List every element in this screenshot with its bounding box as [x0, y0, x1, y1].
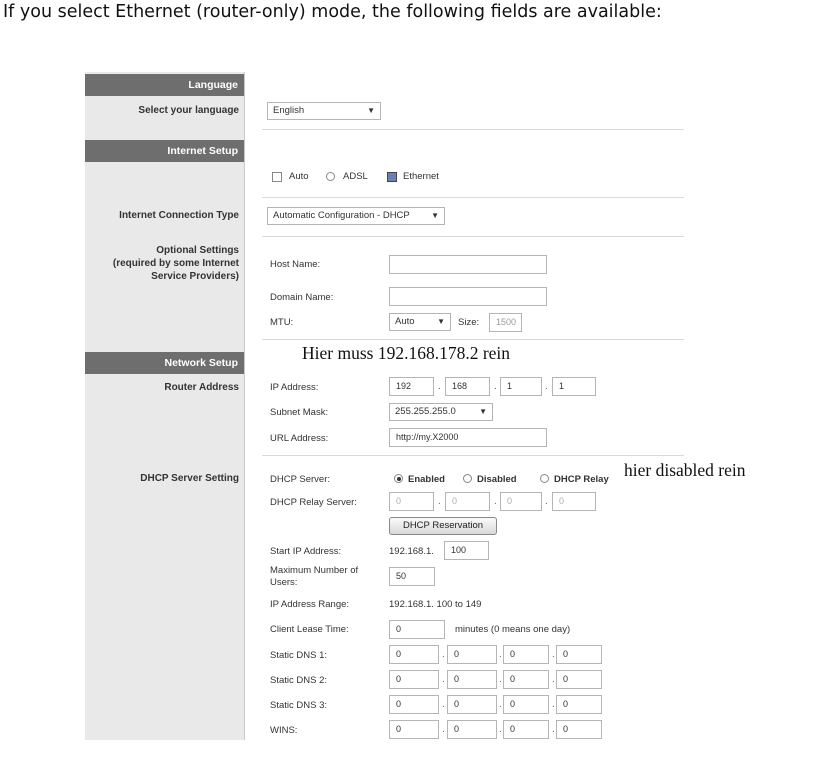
dns3-octet-4[interactable]: 0 [556, 695, 602, 714]
chevron-down-icon: ▼ [437, 317, 445, 326]
url-address-input[interactable]: http://my.X2000 [389, 428, 547, 447]
dot-separator: . [438, 381, 441, 392]
lease-time-label: Client Lease Time: [270, 624, 349, 635]
dns1-octet-2[interactable]: 0 [447, 645, 497, 664]
relay-octet-2[interactable]: 0 [445, 492, 490, 511]
dot-separator: . [499, 699, 502, 710]
dhcp-disabled-radio[interactable] [463, 474, 472, 483]
dns2-octet-1[interactable]: 0 [389, 670, 439, 689]
relay-octet-1[interactable]: 0 [389, 492, 434, 511]
max-users-label-2: Users: [270, 577, 298, 588]
dhcp-enabled-label: Enabled [408, 474, 445, 485]
domain-name-label: Domain Name: [270, 292, 334, 303]
dhcp-enabled-radio[interactable] [394, 474, 403, 483]
ethernet-label: Ethernet [403, 171, 439, 182]
dns2-octet-2[interactable]: 0 [447, 670, 497, 689]
relay-octet-4[interactable]: 0 [552, 492, 596, 511]
dot-separator: . [552, 724, 555, 735]
label-dhcp-server-setting: DHCP Server Setting [140, 473, 239, 484]
start-ip-label: Start IP Address: [270, 546, 342, 557]
chevron-down-icon: ▼ [367, 106, 375, 115]
wins-octet-1[interactable]: 0 [389, 720, 439, 739]
connection-type-select[interactable] [267, 207, 445, 225]
dot-separator: . [442, 674, 445, 685]
adsl-radio[interactable] [326, 172, 335, 181]
divider [262, 197, 684, 198]
ip-octet-2[interactable]: 168 [445, 377, 490, 396]
dns3-label: Static DNS 3: [270, 700, 328, 711]
dot-separator: . [438, 496, 441, 507]
dhcp-reservation-button[interactable]: DHCP Reservation [389, 517, 497, 535]
ip-octet-1[interactable]: 192 [389, 377, 434, 396]
dot-separator: . [442, 649, 445, 660]
wins-octet-3[interactable]: 0 [503, 720, 549, 739]
sidebar [85, 72, 245, 740]
start-ip-input[interactable]: 100 [444, 541, 489, 560]
dns3-octet-2[interactable]: 0 [447, 695, 497, 714]
lease-time-hint: minutes (0 means one day) [455, 624, 571, 635]
wins-label: WINS: [270, 725, 298, 736]
ethernet-checkbox[interactable] [387, 172, 397, 182]
dot-separator: . [545, 381, 548, 392]
ip-range-label: IP Address Range: [270, 599, 350, 610]
dot-separator: . [499, 674, 502, 685]
ip-range-value: 192.168.1. 100 to 149 [389, 599, 482, 610]
ip-address-label: IP Address: [270, 382, 319, 393]
max-users-input[interactable]: 50 [389, 567, 435, 586]
subnet-mask-label: Subnet Mask: [270, 407, 329, 418]
size-label: Size: [458, 317, 480, 328]
label-select-language: Select your language [138, 105, 239, 116]
dns3-octet-1[interactable]: 0 [389, 695, 439, 714]
divider [262, 129, 684, 130]
connection-type-value: Automatic Configuration - DHCP [273, 210, 410, 221]
language-value: English [273, 105, 305, 116]
dns2-octet-3[interactable]: 0 [503, 670, 549, 689]
dhcp-relay-radio[interactable] [540, 474, 549, 483]
dns1-label: Static DNS 1: [270, 650, 328, 661]
ip-octet-4[interactable]: 1 [552, 377, 596, 396]
subnet-mask-value: 255.255.255.0 [395, 406, 456, 417]
wins-octet-2[interactable]: 0 [447, 720, 497, 739]
dot-separator: . [442, 724, 445, 735]
ip-octet-3[interactable]: 1 [500, 377, 542, 396]
section-internet-setup: Internet Setup [85, 140, 244, 162]
dhcp-server-label: DHCP Server: [270, 474, 331, 485]
dhcp-disabled-label: Disabled [477, 474, 517, 485]
language-select[interactable] [267, 102, 381, 120]
dns1-octet-3[interactable]: 0 [503, 645, 549, 664]
relay-octet-3[interactable]: 0 [500, 492, 542, 511]
label-optional-settings-3: Service Providers) [151, 271, 239, 282]
dns3-octet-3[interactable]: 0 [503, 695, 549, 714]
dot-separator: . [552, 674, 555, 685]
label-connection-type: Internet Connection Type [119, 210, 239, 221]
dns1-octet-4[interactable]: 0 [556, 645, 602, 664]
adsl-label: ADSL [343, 171, 368, 182]
dhcp-relay-label: DHCP Relay [554, 474, 609, 485]
chevron-down-icon: ▼ [479, 407, 487, 416]
divider [262, 236, 684, 237]
auto-label: Auto [289, 171, 309, 182]
auto-checkbox[interactable] [272, 172, 282, 182]
dns2-octet-4[interactable]: 0 [556, 670, 602, 689]
section-network-setup: Network Setup [85, 352, 244, 374]
dot-separator: . [552, 649, 555, 660]
start-ip-prefix: 192.168.1. [389, 546, 434, 557]
max-users-label: Maximum Number of [270, 565, 359, 576]
host-name-label: Host Name: [270, 259, 321, 270]
label-optional-settings: Optional Settings [156, 245, 239, 256]
section-language: Language [85, 74, 244, 96]
divider [262, 339, 684, 340]
dot-separator: . [499, 724, 502, 735]
mtu-value: Auto [395, 316, 415, 327]
dns1-octet-1[interactable]: 0 [389, 645, 439, 664]
mtu-label: MTU: [270, 317, 294, 328]
dot-separator: . [552, 699, 555, 710]
wins-octet-4[interactable]: 0 [556, 720, 602, 739]
mtu-size-input[interactable]: 1500 [489, 313, 522, 332]
dns2-label: Static DNS 2: [270, 675, 328, 686]
chevron-down-icon: ▼ [431, 211, 439, 220]
router-address-annotation: Hier muss 192.168.178.2 rein [302, 343, 511, 363]
dot-separator: . [442, 699, 445, 710]
dhcp-relay-server-label: DHCP Relay Server: [270, 497, 357, 508]
dot-separator: . [545, 496, 548, 507]
dot-separator: . [494, 381, 497, 392]
label-optional-settings-2: (required by some Internet [112, 258, 239, 269]
dot-separator: . [494, 496, 497, 507]
host-name-input[interactable] [389, 255, 547, 274]
lease-time-input[interactable]: 0 [389, 620, 445, 639]
domain-name-input[interactable] [389, 287, 547, 306]
dhcp-annotation: hier disabled rein [624, 460, 746, 480]
page-heading: If you select Ethernet (router-only) mode, the following fields are available: [3, 2, 662, 22]
url-address-label: URL Address: [270, 433, 329, 444]
divider [262, 455, 684, 456]
dot-separator: . [499, 649, 502, 660]
mtu-select[interactable] [389, 313, 451, 331]
label-router-address: Router Address [164, 382, 239, 393]
subnet-mask-select[interactable] [389, 403, 493, 421]
